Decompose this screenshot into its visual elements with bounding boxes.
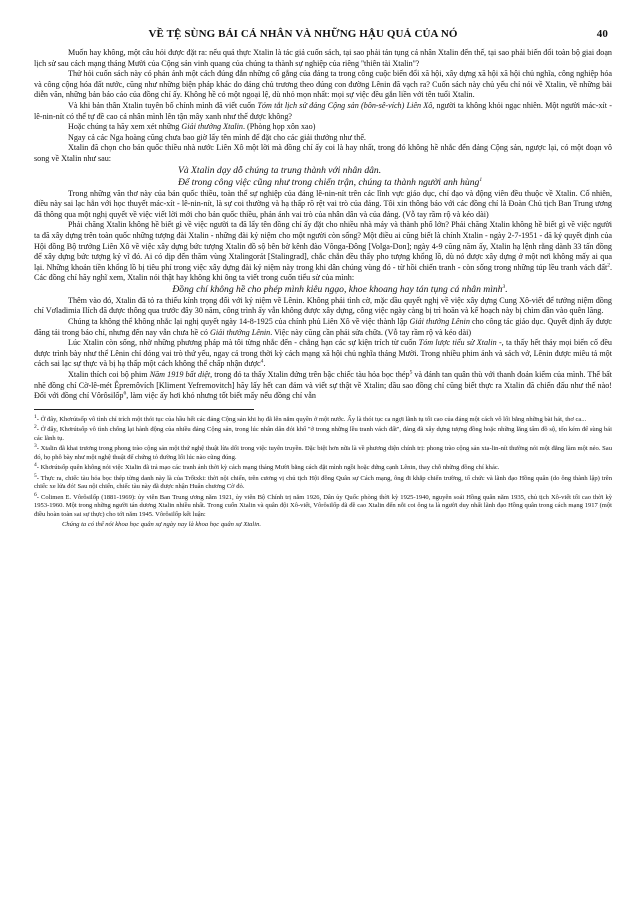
paragraph-tsars: Ngay cả các Nga hoàng cũng chưa bao giờ lấy tên mình để đặt cho các giải thưởng như thế. xyxy=(68,132,366,142)
footnote-text: - Colimen E. Vôrôsilốp (1881-1969): ủy viên Ban Trung ương năm 1921, ủy viên Bộ Chính trị năm 1926, Dân ủy Quốc phòng thời kỳ 1925-1940, nguyên soái Hồng quân năm 1935, chủ tịch Xô-viết tối cao thời kỳ 1953-1960. Một trong những người tán dương Xtalin nhiều nhất. Trong cuốn Xtalin và quân đội Xô-viết, Vôrôsilốp đã đề cao Xtalin đến nỗi coi ông ta là người duy nhất lãnh đạo Hồng quân trong cách mạng 1917 (một điều hoàn toàn sai sự thực) cho tới năm 1945. Vôrôsilốp kết luận: xyxy=(34,493,612,518)
text-span: Và khi bản thân Xtalin tuyên bố chính mình đã viết cuốn xyxy=(68,100,256,110)
footnote-number: 3 xyxy=(34,443,37,450)
text-span: Êpremôvích [Kliment Yefremovitch] hãy lấy hết can đảm và viết sự thật về Xtalin; dầu sao đồng chí cũng biết thực ra Xtalin đã chiến đấu như thế nào! Đối với đồng chí Vôrôsilốp xyxy=(34,380,612,401)
footnote-number: 6 xyxy=(34,491,37,498)
paragraph-factories xyxy=(34,220,612,284)
book-title-2: Tóm lược tiểu sử Xtalin xyxy=(418,338,497,348)
footnote-5 xyxy=(34,472,612,492)
paragraph-anthem: Xtalin đã chọn cho bản quốc thiều nhà nước Liên Xô một lời mà đồng chí ấy coi là hay nhất, trong đó không hề nhắc đến đảng Cộng sản, ngược lại, có một đoạn vô song về Xtalin như sau: xyxy=(34,143,612,163)
text-span: cho công tác giáo dục. Quyết định ấy được đăng tải trong báo chí, nhưng đến nay vẫn chưa hề có xyxy=(34,317,613,337)
modesty-quote: Đồng chí không hề cho phép mình kiêu ngạo, khoe khoang hay tán tụng cá nhân mình$^3$. xyxy=(172,283,508,295)
text-span: Đồng chí không hề cho phép mình kiêu ngạo, khoe khoang hay tán tụng cá nhân mình xyxy=(172,283,503,295)
text-span: Hoặc chúng ta hãy xem xét những xyxy=(68,122,180,132)
page-number: 40 xyxy=(596,28,608,40)
footnote-4 xyxy=(34,464,612,473)
footnote-quote: Chúng ta có thể nói khoa học quân sự ngày nay là khoa học quân sự Xtalin. xyxy=(62,521,261,529)
prize-name: Giải thưởng Lênin xyxy=(409,317,470,327)
running-title: VỀ TỆ SÙNG BÁI CÁ NHÂN VÀ NHỮNG HẬU QUẢ CỦA NÓ xyxy=(148,28,458,40)
text-span: , làm việc ấy hơi khó nhưng tốt biết mấy nếu đồng chí vẫn xyxy=(126,391,316,401)
paragraph-prize xyxy=(34,122,612,133)
text-span: . xyxy=(263,359,266,369)
paragraph-films xyxy=(34,338,612,370)
footnote-number: 1 xyxy=(34,413,37,420)
footnote-text: - Xtalin đã khai trương trong phong trào cộng sản một thứ nghệ thuật lừa dối trong việc tuyên truyền. Đặc biệt hơn nữa là về phương diện chính trị: phong trào cộng sản xta-lin-nít thường nói một đằng làm một nẻo. Sau đó, họ phô bày như một nghệ thuật để chứng tỏ đường lối lúc nào cũng đúng. xyxy=(34,445,612,461)
paragraph-lenin-prize xyxy=(34,317,612,338)
footnote-number: 5 xyxy=(34,472,37,479)
text-span: Để trong công việc cũng như trong chiến trận, chúng ta thành người anh hùng xyxy=(178,176,480,188)
anthem-line-2 xyxy=(34,177,612,189)
text-span: và đánh tan quân thù với thanh đoản kiếm của mình. Thế bất nhẽ đồng chí Cờ-lê-mét xyxy=(34,370,613,390)
prize-title: Giải thưởng Xtalin xyxy=(181,122,243,132)
book-title: Tóm tắt lịch sử đảng Cộng sản (bôn-sê-vích) Liên Xô xyxy=(257,100,433,110)
prize-name-2: Giải thưởng Lênin xyxy=(210,327,271,337)
text-span: . Việc này cũng cần phải sửa chữa. (Vỗ tay rầm rộ và kéo dài) xyxy=(270,327,472,337)
paragraph-lenin: Thêm vào đó, Xtalin đã tỏ ra thiếu kính trọng đối với kỷ niệm về Lênin. Không phải tình cờ, mặc dầu quyết nghị về việc xây dựng Cung Xô-viết để tưởng niệm đồng chí Vơladimia Ilích đã được thông qua trước đây 30 năm, công trình ấy vẫn không được xây dựng, công việc ngày càng bị trì hoãn và kế hoạch này bị chìm dần vào quên lãng. xyxy=(34,295,612,316)
anthem-line-1: Và Xtalin dạy dỗ chúng ta trung thành với nhân dân. xyxy=(178,164,382,176)
footnote-2 xyxy=(34,426,612,443)
main-text xyxy=(34,48,612,402)
text-span: , trong đó ta thấy Xtalin đứng trên bậc chiếc tàu hỏa bọc thép xyxy=(210,370,410,380)
text-span: . (Phòng họp xôn xao) xyxy=(242,122,316,132)
footnote-ref: 2 xyxy=(607,261,610,268)
running-header xyxy=(34,26,612,48)
paragraph-education: Trong những văn thơ này của bản quốc thiều, toàn thể sự nghiệp của đảng lê-nin-nít trên các lĩnh vực giáo dục, chỉ đạo và động viên đều thuộc về Xtalin. Cố nhiên, điều này sai lạc hẳn với học thuyết mác-xít - lê-nin-nít, là sự coi thường và hạ thấp rõ rệt vai trò của đảng. Tôi xin thông báo với các đồng chí là Đoàn Chủ tịch Ban Trung ương đã thông qua một nghị quyết về việc viết lời mới cho bản quốc thiều, phản ánh vai trò của nhân dân và của đảng. (Vỗ tay rầm rộ và kéo dài) xyxy=(34,188,612,219)
footnote-divider xyxy=(34,409,254,410)
paragraph-history: Thử hỏi cuốn sách này có phản ánh một cách đúng đắn những cố gắng của đảng ta trong công cuộc biến đổi xã hội, xây dựng xã hội xã hội chủ nghĩa, công nghiệp hóa và công cộng hóa đất nước, cũng như những biện pháp khác do đảng chủ trương theo đúng con đường Lênin đã vạch ra? Cuốn sách này chủ yếu chỉ nói về Xtalin, về những bài diễn văn, những bản báo cáo của đồng chí ấy. Không hề có một ngoại lệ, dù nhỏ mọn nhất: mọi sự việc đều gắn liền với tên tuổi Xtalin. xyxy=(34,69,612,100)
footnote-text: - Khơrútsốp quên không nói việc Xtalin đã trả mạo các tranh ảnh thời kỳ cách mạng tháng Mười bằng cách đặt mình ngồi hoặc đứng cạnh Lênin, thay chỗ những đồng chí khác. xyxy=(36,464,500,472)
footnotes xyxy=(34,413,612,530)
footnote-3 xyxy=(34,445,612,462)
footnote-number: 4 xyxy=(34,462,37,469)
text-span: , người ta không khỏi ngạc nhiên. Một người mác-xít - lê-nin-nít có thể tự đề cao cá nhân mình lên tận mây xanh như thế được không? xyxy=(34,100,612,121)
footnote-ref: 5 xyxy=(409,369,413,376)
footnote-ref: 6 xyxy=(123,390,127,397)
footnote-ref: 3 xyxy=(502,283,506,290)
text-span: Chúng ta không thể không nhắc lại nghị quyết ngày 14-8-1925 của chính phủ Liên Xô về việc thành lập xyxy=(68,317,408,327)
text-span: Phải chăng Xtalin không hề biết gì về việc người ta đã lấy tên đồng chí ấy đặt cho nhiều nhà máy và thành phố lớn? Phải chăng Xtalin không hề biết gì về việc người ta đã xây dựng trên toàn quốc những tượng đài Xtalin - những đài kỷ niệm cho một người còn sống? Một điều ai cũng biết là chính Xtalin - ngày 2-7-1951 - đã ký quyết định của Hội đồng Bộ trưởng Liên Xô về việc xây dựng bức tượng Xtalin đồ sộ bên bờ kênh đào Vônga-Đông [Volga-Don]; ngày 4-9 cũng năm ấy, Xtalin hạ lệnh rằng dành 33 tấn đồng để xây dựng bức tượng kỷ vĩ đó. Ai có dịp đến thăm vùng Xtalingorát [Stalingrad], chắc chắn đều thấy pho tượng khổng lồ, dù nó được xây dựng ở một nơi không mấy ai qua lại. Những khoản tiền khổng lồ bị tiêu phí trong việc xây dựng đài kỷ niệm này trong khi dân chúng vùng đó - từ hồi chiến tranh - còn sống trong những túp lều tranh vách đất xyxy=(34,220,612,272)
text-span: . Các đồng chí hãy nghĩ xem, Xtalin nói thật hay không khi ông ta viết trong cuốn tiểu sử của mình: xyxy=(34,262,612,283)
text-span: -, ta thấy hết thảy mọi biến cố đều được trình bày như thể Lênin chỉ đóng vai trò thứ yếu, ngay cả trong thời kỳ cách mạng xã hội chủ nghĩa tháng Mười. Trong nhiều phim ảnh và sách vở, Lênin được miêu tả một cách sai lạc sự thực và bị hạ thấp một cách không thể chấp nhận được xyxy=(34,338,612,369)
footnote-text: - Ở đây, Khơrútsốp vô tình chống lại hành động của nhiều đảng Cộng sản, trong lúc nhân dân đói khổ ''ở trong những lều tranh vách đất'', đảng đã xây dựng tượng đồng hoặc những lăng tẩm đồ sộ, tốn kém để sùng bái các lãnh tụ. xyxy=(34,426,612,442)
paragraph-intro: Muốn hay không, một câu hỏi được đặt ra: nếu quả thực Xtalin là tác giả cuốn sách, tại sao phải tán tụng cá nhân Xtalin đến thế, tại sao phải biến đổi toàn bộ giai đoạn lịch sử sau cách mạng tháng Mười của Cộng sản vinh quang của chúng ta thành sự nghiệp của riêng ''thiên tài Xtalin''? xyxy=(34,48,612,68)
paragraph-1919 xyxy=(34,370,612,402)
footnote-ref: 1 xyxy=(479,176,483,183)
footnote-text: - Ở đây, Khơrútsốp vô tình chỉ trích một thói tục của hầu hết các đảng Cộng sản khi họ đã lên nắm quyền ở một nước. Ấy là thói tục ca ngợi lãnh tụ tối cao của đảng một cách vô lối bằng những bài hát, thơ ca... xyxy=(36,415,587,423)
footnote-6 xyxy=(34,491,612,520)
footnote-text: - Thực ra, chiếc tàu hỏa bọc thép từng danh này là của Trốtxki: thời nội chiến, trên cương vị chủ tịch Hội đồng Quân sự Cách mạng, ông đi khắp chiến trường, tổ chức và lãnh đạo Hồng quân (do ông thành lập) trên chiếc xe lửa đó! Sau nội chiến, chiếc tàu này đã được nhận Huân chương Cờ đỏ. xyxy=(34,474,612,491)
text-span: Lúc Xtalin còn sống, nhờ những phương pháp mà tôi từng nhắc đến - chẳng hạn các sự kiện trích từ cuốn xyxy=(68,338,417,348)
film-title: Năm 1919 bất diệt xyxy=(149,370,211,380)
text-span: Xtalin thích coi bộ phim xyxy=(68,370,148,380)
paragraph-biography xyxy=(34,101,612,122)
footnote-1 xyxy=(34,413,612,425)
footnote-number: 2 xyxy=(34,424,37,431)
footnote-ref: 4 xyxy=(260,358,264,365)
